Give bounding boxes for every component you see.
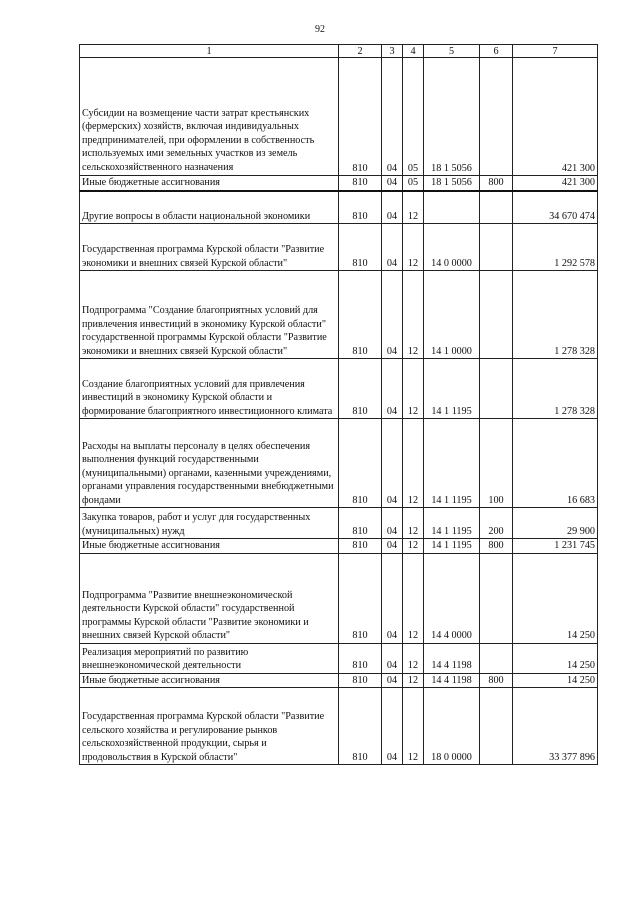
row-section: 04 xyxy=(382,176,403,191)
row-target-article: 14 1 0000 xyxy=(424,271,480,359)
row-code: 810 xyxy=(339,539,382,554)
row-target-article: 14 4 1198 xyxy=(424,673,480,688)
row-code: 810 xyxy=(339,359,382,419)
row-section: 04 xyxy=(382,539,403,554)
row-expense-type xyxy=(480,688,513,765)
row-section: 04 xyxy=(382,359,403,419)
header-cell-1: 1 xyxy=(80,45,339,58)
row-code: 810 xyxy=(339,673,382,688)
row-subsection: 12 xyxy=(403,271,424,359)
row-subsection: 12 xyxy=(403,508,424,539)
row-subsection: 12 xyxy=(403,419,424,508)
row-amount: 29 900 xyxy=(513,508,598,539)
row-name: Закупка товаров, работ и услуг для государственных (муниципальных) нужд xyxy=(80,508,339,539)
row-target-article: 14 1 1195 xyxy=(424,539,480,554)
row-section: 04 xyxy=(382,191,403,224)
row-subsection: 12 xyxy=(403,191,424,224)
table-row xyxy=(80,271,598,359)
row-name: Государственная программа Курской области "Развитие экономики и внешних связей Курской области" xyxy=(80,224,339,271)
row-target-article: 14 1 1195 xyxy=(424,508,480,539)
row-section: 04 xyxy=(382,688,403,765)
row-amount: 1 231 745 xyxy=(513,539,598,554)
row-name: Другие вопросы в области национальной экономики xyxy=(80,191,339,224)
row-target-article: 14 0 0000 xyxy=(424,224,480,271)
row-expense-type: 100 xyxy=(480,419,513,508)
row-expense-type: 800 xyxy=(480,539,513,554)
table-row xyxy=(80,553,598,643)
header-cell-5: 5 xyxy=(424,45,480,58)
row-amount: 14 250 xyxy=(513,673,598,688)
table-row xyxy=(80,191,598,224)
header-cell-7: 7 xyxy=(513,45,598,58)
row-name: Государственная программа Курской области "Развитие сельского хозяйства и регулирование рынков сельскохозяйственной продукции, сырья и продовольствия в Курской области" xyxy=(80,688,339,765)
row-subsection: 12 xyxy=(403,688,424,765)
row-code: 810 xyxy=(339,176,382,191)
row-amount: 421 300 xyxy=(513,176,598,191)
row-section: 04 xyxy=(382,553,403,643)
row-name: Иные бюджетные ассигнования xyxy=(80,539,339,554)
table-row xyxy=(80,673,598,688)
row-target-article: 14 4 0000 xyxy=(424,553,480,643)
row-expense-type: 800 xyxy=(480,176,513,191)
page-number: 92 xyxy=(315,24,325,35)
row-name: Субсидии на возмещение части затрат крестьянских (фермерских) хозяйств, включая индивидуальных предпринимателей, при оформлении в собственность используемых ими земельных участков из земель сельскохозяйственного назначения xyxy=(80,58,339,176)
table-row xyxy=(80,419,598,508)
row-name: Реализация мероприятий по развитию внешнеэкономической деятельности xyxy=(80,643,339,673)
row-target-article xyxy=(424,191,480,224)
header-row xyxy=(80,45,598,58)
row-subsection: 12 xyxy=(403,643,424,673)
row-expense-type: 800 xyxy=(480,673,513,688)
row-subsection: 12 xyxy=(403,553,424,643)
row-code: 810 xyxy=(339,419,382,508)
row-target-article: 14 4 1198 xyxy=(424,643,480,673)
row-amount: 16 683 xyxy=(513,419,598,508)
row-name: Расходы на выплаты персоналу в целях обеспечения выполнения функций государственными (муниципальными) органами, казенными учреждениями, органами управления государственными внебюджетными фондами xyxy=(80,419,339,508)
table-row xyxy=(80,58,598,176)
row-section: 04 xyxy=(382,673,403,688)
row-code: 810 xyxy=(339,508,382,539)
budget-table xyxy=(79,44,598,765)
row-expense-type xyxy=(480,58,513,176)
row-expense-type xyxy=(480,359,513,419)
row-target-article: 18 1 5056 xyxy=(424,58,480,176)
row-code: 810 xyxy=(339,643,382,673)
row-amount: 14 250 xyxy=(513,553,598,643)
table-row xyxy=(80,359,598,419)
row-target-article: 18 1 5056 xyxy=(424,176,480,191)
table-row xyxy=(80,508,598,539)
table-row xyxy=(80,539,598,554)
row-subsection: 12 xyxy=(403,359,424,419)
header-cell-2: 2 xyxy=(339,45,382,58)
table-row xyxy=(80,643,598,673)
row-expense-type: 200 xyxy=(480,508,513,539)
row-name: Создание благоприятных условий для привлечения инвестиций в экономику Курской области и формирование благоприятного инвестиционного климата xyxy=(80,359,339,419)
row-target-article: 18 0 0000 xyxy=(424,688,480,765)
row-amount: 421 300 xyxy=(513,58,598,176)
row-expense-type xyxy=(480,643,513,673)
row-name: Подпрограмма "Создание благоприятных условий для привлечения инвестиций в экономику Курской области" государственной программы Курской области "Развитие экономики и внешних связей Курской области" xyxy=(80,271,339,359)
row-name: Иные бюджетные ассигнования xyxy=(80,176,339,191)
row-amount: 1 278 328 xyxy=(513,359,598,419)
row-amount: 34 670 474 xyxy=(513,191,598,224)
row-section: 04 xyxy=(382,643,403,673)
row-name: Подпрограмма "Развитие внешнеэкономической деятельности Курской области" государственной программы Курской области "Развитие экономики и внешних связей Курской области" xyxy=(80,553,339,643)
row-section: 04 xyxy=(382,508,403,539)
header-cell-3: 3 xyxy=(382,45,403,58)
row-subsection: 12 xyxy=(403,224,424,271)
row-section: 04 xyxy=(382,58,403,176)
row-subsection: 12 xyxy=(403,539,424,554)
row-expense-type xyxy=(480,271,513,359)
row-amount: 1 278 328 xyxy=(513,271,598,359)
row-section: 04 xyxy=(382,419,403,508)
row-name: Иные бюджетные ассигнования xyxy=(80,673,339,688)
row-code: 810 xyxy=(339,58,382,176)
table-row xyxy=(80,224,598,271)
row-code: 810 xyxy=(339,191,382,224)
row-subsection: 12 xyxy=(403,673,424,688)
row-amount: 33 377 896 xyxy=(513,688,598,765)
header-cell-4: 4 xyxy=(403,45,424,58)
row-expense-type xyxy=(480,553,513,643)
row-subsection: 05 xyxy=(403,176,424,191)
row-expense-type xyxy=(480,191,513,224)
row-target-article: 14 1 1195 xyxy=(424,359,480,419)
row-target-article: 14 1 1195 xyxy=(424,419,480,508)
header-cell-6: 6 xyxy=(480,45,513,58)
table-row xyxy=(80,176,598,191)
row-expense-type xyxy=(480,224,513,271)
row-amount: 14 250 xyxy=(513,643,598,673)
table-row xyxy=(80,688,598,765)
row-section: 04 xyxy=(382,224,403,271)
row-code: 810 xyxy=(339,271,382,359)
row-amount: 1 292 578 xyxy=(513,224,598,271)
row-subsection: 05 xyxy=(403,58,424,176)
row-code: 810 xyxy=(339,553,382,643)
row-code: 810 xyxy=(339,224,382,271)
row-section: 04 xyxy=(382,271,403,359)
row-code: 810 xyxy=(339,688,382,765)
